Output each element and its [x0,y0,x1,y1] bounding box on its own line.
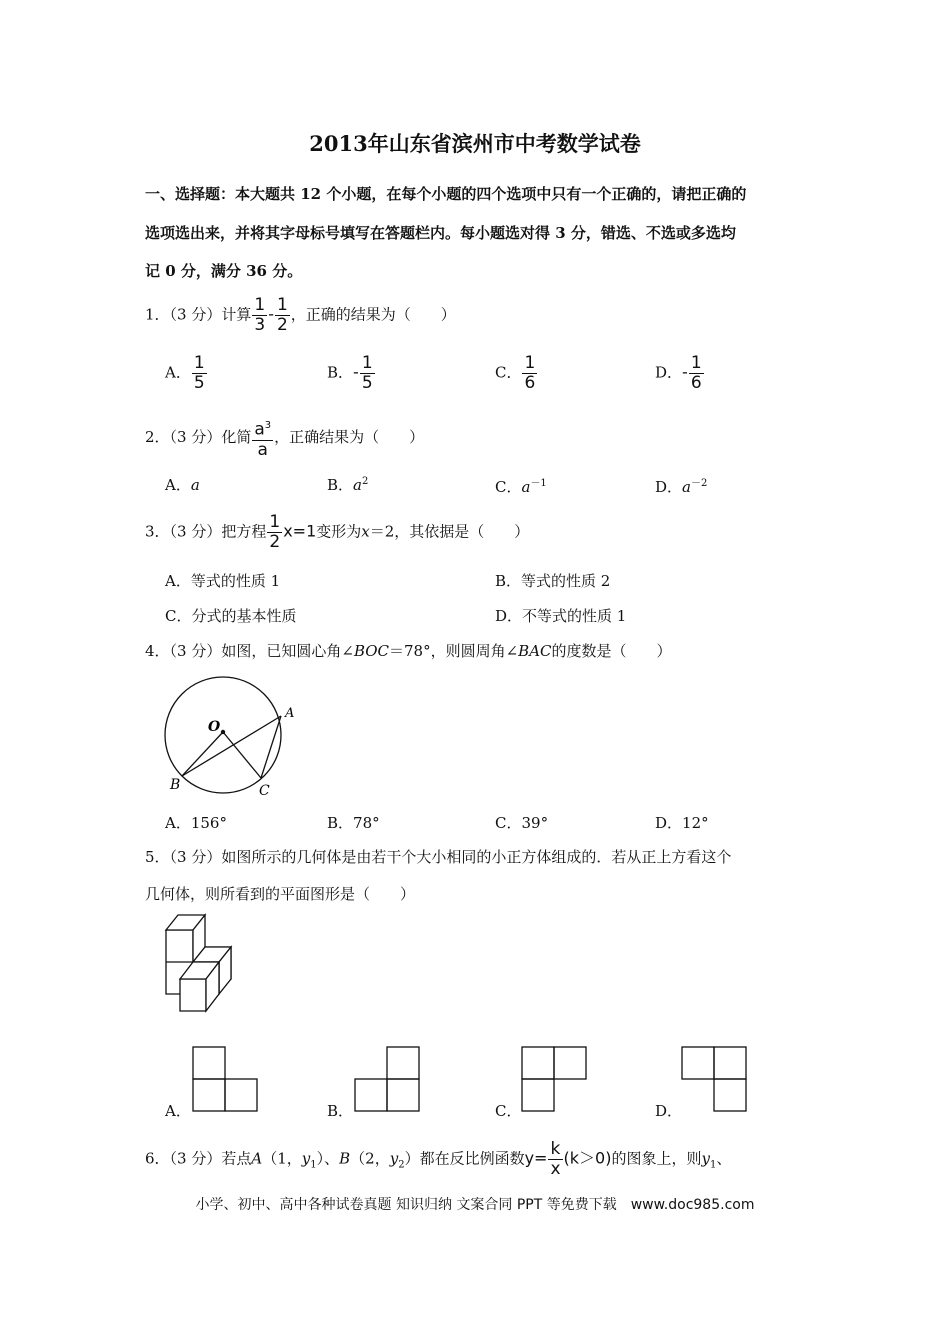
q1-fraction-1: $\frac{1}{3}$ [254,295,266,335]
q2-fraction: $\frac{a^3}{a}$ [254,419,272,460]
section-instructions-line2: 选项选出来，并将其字母标号填写在答题栏内。每小题选对得 3 分，错选、不选或多选均 [145,224,736,242]
segment-ob [182,732,223,776]
section-instructions-line3: 记 0 分，满分 36 分。 [145,262,303,280]
q2-option-d: D．$a^{-2}$ [655,478,708,496]
question-5-line1: 5．（3 分）如图所示的几何体是由若干个大小相同的小正方体组成的．若从正上方看这个 [145,848,732,866]
q3-option-a: A．等式的性质 1 [165,572,281,590]
q5-option-c-figure [521,1046,591,1112]
question-4: 4．（3 分）如图，已知圆心角∠BOC＝78°，则圆周角∠BAC的度数是（ ） [145,642,672,660]
q5-option-c: C． [495,1102,522,1120]
q2-option-c: C．$a^{-1}$ [495,478,547,496]
section-instructions-line1: 一、选择题：本大题共 12 个小题，在每个小题的四个选项中只有一个正确的，请把正确的 [145,185,747,203]
q2-option-b: B．$a^2$ [327,476,369,494]
q1-option-a: A． $\frac{1}{5}$ [165,353,205,393]
q6-fraction: $\frac{k}{x}$ [550,1139,561,1179]
question-1 [145,296,456,335]
q5-option-a: A． [165,1102,191,1120]
question-2: 2．（3 分）化简 $\frac{a^3}{a}$ ，正确结果为（ ） [145,416,424,460]
q1-minus: - [268,304,274,324]
q4-circle-figure [160,672,330,802]
q4-option-b: B．78° [327,814,380,832]
q1-option-d: D．- $\frac{1}{6}$ [655,353,702,393]
segment-ab [182,716,281,776]
q1-fraction-2: $\frac{1}{2}$ [276,295,288,335]
q4-option-c: C．39° [495,814,549,832]
q5-option-a-figure [192,1046,262,1112]
label-o: O [208,719,221,735]
q3-fraction: $\frac{1}{2}$ [269,512,281,552]
label-c: C [259,783,270,799]
q4-option-d: D．12° [655,814,709,832]
q3-option-d: D．不等式的性质 1 [495,607,627,625]
q5-option-d-figure [681,1046,751,1112]
question-6: 6．（3 分）若点A（1，$y_1$）、B（2，$y_2$）都在反比例函数y= $\frac{k}{x}$ (k＞0)的图象上，则$y_1$、 [145,1139,732,1179]
q1-tail: ，正确的结果为（ ） [290,305,456,324]
q1-option-c: C． $\frac{1}{6}$ [495,353,536,393]
question-5-line2: 几何体，则所看到的平面图形是（ ） [145,885,416,903]
page-title: 2013年山东省滨州市中考数学试卷 [309,131,641,156]
q1-option-b: B．- $\frac{1}{5}$ [327,353,373,393]
q3-option-b: B．等式的性质 2 [495,572,611,590]
q5-cube-solid-figure [163,912,253,1012]
label-b: B [170,777,181,793]
q3-option-c: C．分式的基本性质 [165,607,297,625]
q5-option-b-figure [354,1046,424,1112]
q4-option-a: A．156° [165,814,227,832]
label-a: A [285,706,295,721]
q2-option-a: A．a [165,476,200,494]
q5-option-b: B． [327,1102,354,1120]
question-3: 3．（3 分）把方程 $\frac{1}{2}$ x=1变形为x＝2，其依据是（ ） [145,512,530,552]
footer-text: 小学、初中、高中各种试卷真题 知识归纳 文案合同 PPT 等免费下载 www.doc985.com [195,1197,755,1213]
q1-number: 1．（3 分）计算 [145,305,252,324]
q5-option-d: D． [655,1102,683,1120]
